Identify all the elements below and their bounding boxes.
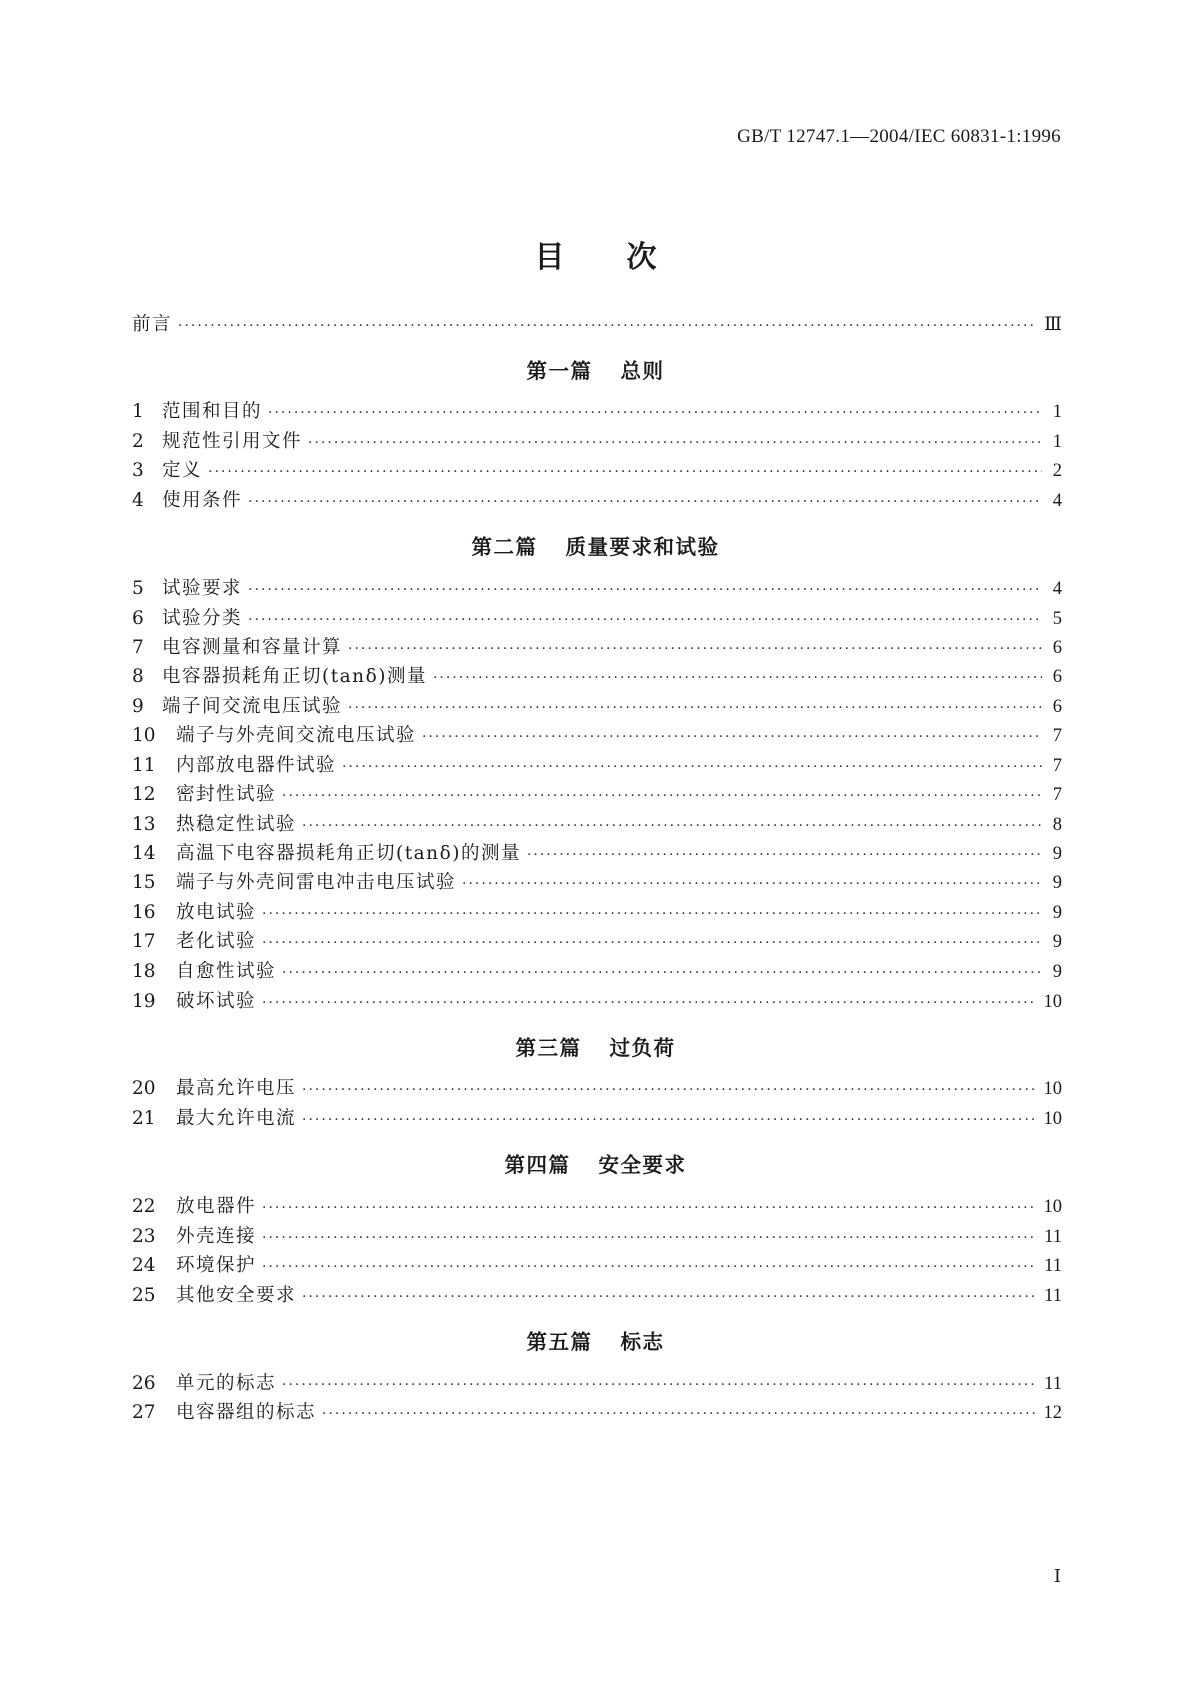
toc-entry-label: 规范性引用文件 — [162, 431, 303, 452]
toc-entry-number: 22 — [132, 1196, 156, 1217]
leader-dots — [433, 670, 1042, 686]
leader-dots — [348, 700, 1042, 716]
toc-title-char-1: 目 — [534, 240, 565, 275]
toc-entry-number: 7 — [132, 637, 144, 658]
toc-entry-number: 17 — [132, 931, 156, 952]
toc-entry[interactable] — [132, 780, 1062, 810]
toc-entry-number: 11 — [132, 755, 156, 776]
toc-entry-label: 前言 — [132, 314, 173, 335]
leader-dots — [302, 818, 1042, 834]
toc-entry[interactable] — [132, 662, 1062, 692]
toc-title — [0, 232, 1191, 276]
toc-entry-page: 7 — [1052, 756, 1062, 776]
toc-entry-number: 18 — [132, 961, 156, 982]
leader-dots — [262, 1259, 1036, 1275]
toc-entry[interactable] — [132, 427, 1062, 457]
leader-dots — [268, 405, 1042, 421]
toc-entry[interactable] — [132, 456, 1062, 486]
toc-entry-foreword[interactable] — [132, 310, 1062, 340]
toc-entry[interactable] — [132, 839, 1062, 869]
toc-entry-number: 16 — [132, 902, 156, 923]
toc-entry-label: 单元的标志 — [176, 1373, 277, 1394]
toc-entry-number: 15 — [132, 872, 156, 893]
toc-entry-number: 6 — [132, 608, 144, 629]
toc-entry-number: 19 — [132, 991, 156, 1012]
leader-dots — [322, 1406, 1035, 1422]
leader-dots — [262, 1200, 1035, 1216]
toc-entry-label: 范围和目的 — [162, 401, 263, 422]
part-heading — [0, 1325, 1191, 1355]
toc-entry[interactable] — [132, 633, 1062, 663]
part-number: 第一篇 — [526, 359, 593, 383]
toc-entry-number: 10 — [132, 725, 156, 746]
page-folio: Ⅰ — [1053, 1566, 1061, 1586]
toc-entry-page: 1 — [1052, 402, 1062, 422]
toc-entry-label: 密封性试验 — [176, 784, 277, 805]
toc-entry[interactable] — [132, 1369, 1062, 1399]
toc-entry[interactable] — [132, 1222, 1062, 1252]
leader-dots — [342, 759, 1042, 775]
toc-entry-label: 内部放电器件试验 — [176, 755, 337, 776]
toc-entry-page: 4 — [1052, 579, 1062, 599]
leader-dots — [302, 1082, 1035, 1098]
toc-entry-label: 自愈性试验 — [176, 961, 277, 982]
toc-entry-label: 破坏试验 — [176, 991, 257, 1012]
toc-entry[interactable] — [132, 1398, 1062, 1428]
leader-dots — [248, 612, 1042, 628]
toc-entry[interactable] — [132, 574, 1062, 604]
toc-entry-page: Ⅲ — [1044, 315, 1062, 335]
leader-dots — [262, 906, 1042, 922]
toc-entry-label: 定义 — [162, 460, 203, 481]
toc-entry-page: 9 — [1052, 873, 1062, 893]
part-number: 第四篇 — [504, 1153, 571, 1177]
toc-entry-page: 1 — [1052, 432, 1062, 452]
toc-entry-number: 21 — [132, 1108, 156, 1129]
toc-entry-page: 9 — [1052, 962, 1062, 982]
toc-entry-page: 11 — [1044, 1256, 1062, 1276]
toc-entry-label: 环境保护 — [176, 1255, 257, 1276]
part-title: 过负荷 — [609, 1036, 676, 1060]
toc-entry-label: 最高允许电压 — [176, 1078, 297, 1099]
toc-entry-page: 10 — [1043, 1197, 1062, 1217]
toc-entry[interactable] — [132, 604, 1062, 634]
toc-entry-number: 27 — [132, 1402, 156, 1423]
toc-entry-page: 12 — [1043, 1403, 1062, 1423]
toc-entry[interactable] — [132, 1074, 1062, 1104]
part-heading — [0, 354, 1191, 384]
toc-entry-number: 12 — [132, 784, 156, 805]
leader-dots — [282, 965, 1042, 981]
part-number: 第二篇 — [471, 535, 538, 559]
toc-entry-label: 使用条件 — [162, 490, 243, 511]
leader-dots — [262, 1230, 1036, 1246]
toc-entry-number: 26 — [132, 1373, 156, 1394]
toc-entry[interactable] — [132, 397, 1062, 427]
toc-entry[interactable] — [132, 810, 1062, 840]
toc-entry-number: 23 — [132, 1226, 156, 1247]
toc-entry[interactable] — [132, 1192, 1062, 1222]
toc-entry[interactable] — [132, 1281, 1062, 1311]
toc-entry-page: 6 — [1052, 638, 1062, 658]
toc-entry-label: 端子与外壳间交流电压试验 — [176, 725, 417, 746]
toc-entry-label: 放电器件 — [176, 1196, 257, 1217]
toc-entry-label: 放电试验 — [176, 902, 257, 923]
toc-entry-page: 10 — [1043, 1079, 1062, 1099]
leader-dots — [422, 729, 1042, 745]
toc-entry[interactable] — [132, 486, 1062, 516]
part-title: 总则 — [620, 359, 665, 383]
toc-entry[interactable] — [132, 898, 1062, 928]
toc-entry-label: 电容测量和容量计算 — [162, 637, 343, 658]
toc-entry-page: 7 — [1052, 726, 1062, 746]
toc-entry-label: 端子间交流电压试验 — [162, 696, 343, 717]
toc-entry-label: 其他安全要求 — [176, 1285, 297, 1306]
toc-entry-page: 6 — [1052, 697, 1062, 717]
part-heading — [0, 1148, 1191, 1178]
toc-entry[interactable] — [132, 751, 1062, 781]
part-number: 第五篇 — [526, 1330, 593, 1354]
toc-entry-label: 电容器组的标志 — [176, 1402, 317, 1423]
toc-entry-label: 试验要求 — [162, 578, 243, 599]
toc-entry-number: 4 — [132, 490, 144, 511]
part-title: 安全要求 — [598, 1153, 687, 1177]
toc-entry-label: 试验分类 — [162, 608, 243, 629]
toc-entry[interactable] — [132, 987, 1062, 1017]
toc-entry-page: 5 — [1052, 609, 1062, 629]
toc-entry-page: 6 — [1052, 667, 1062, 687]
toc-entry-page: 8 — [1052, 815, 1062, 835]
toc-entry[interactable] — [132, 957, 1062, 987]
leader-dots — [308, 435, 1042, 451]
toc-entry-page: 9 — [1052, 932, 1062, 952]
leader-dots — [282, 788, 1042, 804]
leader-dots — [262, 995, 1035, 1011]
toc-entry-page: 9 — [1052, 903, 1062, 923]
toc-entry-page: 10 — [1043, 992, 1062, 1012]
toc-entry-number: 8 — [132, 666, 144, 687]
toc-entry-page: 9 — [1052, 844, 1062, 864]
toc-entry-number: 25 — [132, 1285, 156, 1306]
leader-dots — [527, 847, 1042, 863]
toc-entry[interactable] — [132, 868, 1062, 898]
toc-entry-number: 3 — [132, 460, 144, 481]
leader-dots — [208, 464, 1042, 480]
leader-dots — [348, 641, 1042, 657]
part-heading — [0, 530, 1191, 560]
toc-entry-label: 端子与外壳间雷电冲击电压试验 — [176, 872, 457, 893]
standard-code: GB/T 12747.1—2004/IEC 60831-1:1996 — [737, 126, 1061, 147]
part-number: 第三篇 — [515, 1036, 582, 1060]
leader-dots — [302, 1289, 1036, 1305]
toc-entry-number: 5 — [132, 578, 144, 599]
toc-entry-number: 14 — [132, 843, 156, 864]
leader-dots — [262, 935, 1042, 951]
toc-entry[interactable] — [132, 1251, 1062, 1281]
toc-entry-number: 24 — [132, 1255, 156, 1276]
leader-dots — [248, 494, 1042, 510]
part-title: 质量要求和试验 — [565, 535, 720, 559]
part-title: 标志 — [620, 1330, 665, 1354]
toc-entry[interactable] — [132, 1104, 1062, 1134]
toc-entry-page: 11 — [1044, 1374, 1062, 1394]
toc-entry-page: 7 — [1052, 785, 1062, 805]
toc-entry-number: 2 — [132, 431, 144, 452]
toc-entry-label: 高温下电容器损耗角正切(tanδ)的测量 — [176, 843, 521, 864]
toc-entry-page: 2 — [1052, 461, 1062, 481]
toc-entry-page: 4 — [1052, 491, 1062, 511]
toc-entry-page: 10 — [1043, 1109, 1062, 1129]
leader-dots — [462, 876, 1042, 892]
toc-title-char-2: 次 — [626, 240, 657, 275]
toc-entry-number: 9 — [132, 696, 144, 717]
toc-entry[interactable] — [132, 692, 1062, 722]
toc-entry[interactable] — [132, 927, 1062, 957]
toc-entry-page: 11 — [1044, 1286, 1062, 1306]
toc-entry[interactable] — [132, 721, 1062, 751]
toc-entry-label: 老化试验 — [176, 931, 257, 952]
toc-entry-page: 11 — [1044, 1227, 1062, 1247]
part-heading — [0, 1031, 1191, 1061]
leader-dots — [302, 1112, 1035, 1128]
toc-entry-label: 外壳连接 — [176, 1226, 257, 1247]
toc-entry-label: 最大允许电流 — [176, 1108, 297, 1129]
toc-entry-label: 热稳定性试验 — [176, 814, 297, 835]
toc-entry-number: 20 — [132, 1078, 156, 1099]
toc-entry-number: 13 — [132, 814, 156, 835]
leader-dots — [178, 318, 1036, 334]
toc-entry-label: 电容器损耗角正切(tanδ)测量 — [162, 666, 427, 687]
leader-dots — [282, 1377, 1036, 1393]
toc-entry-number: 1 — [132, 401, 144, 422]
leader-dots — [248, 582, 1042, 598]
